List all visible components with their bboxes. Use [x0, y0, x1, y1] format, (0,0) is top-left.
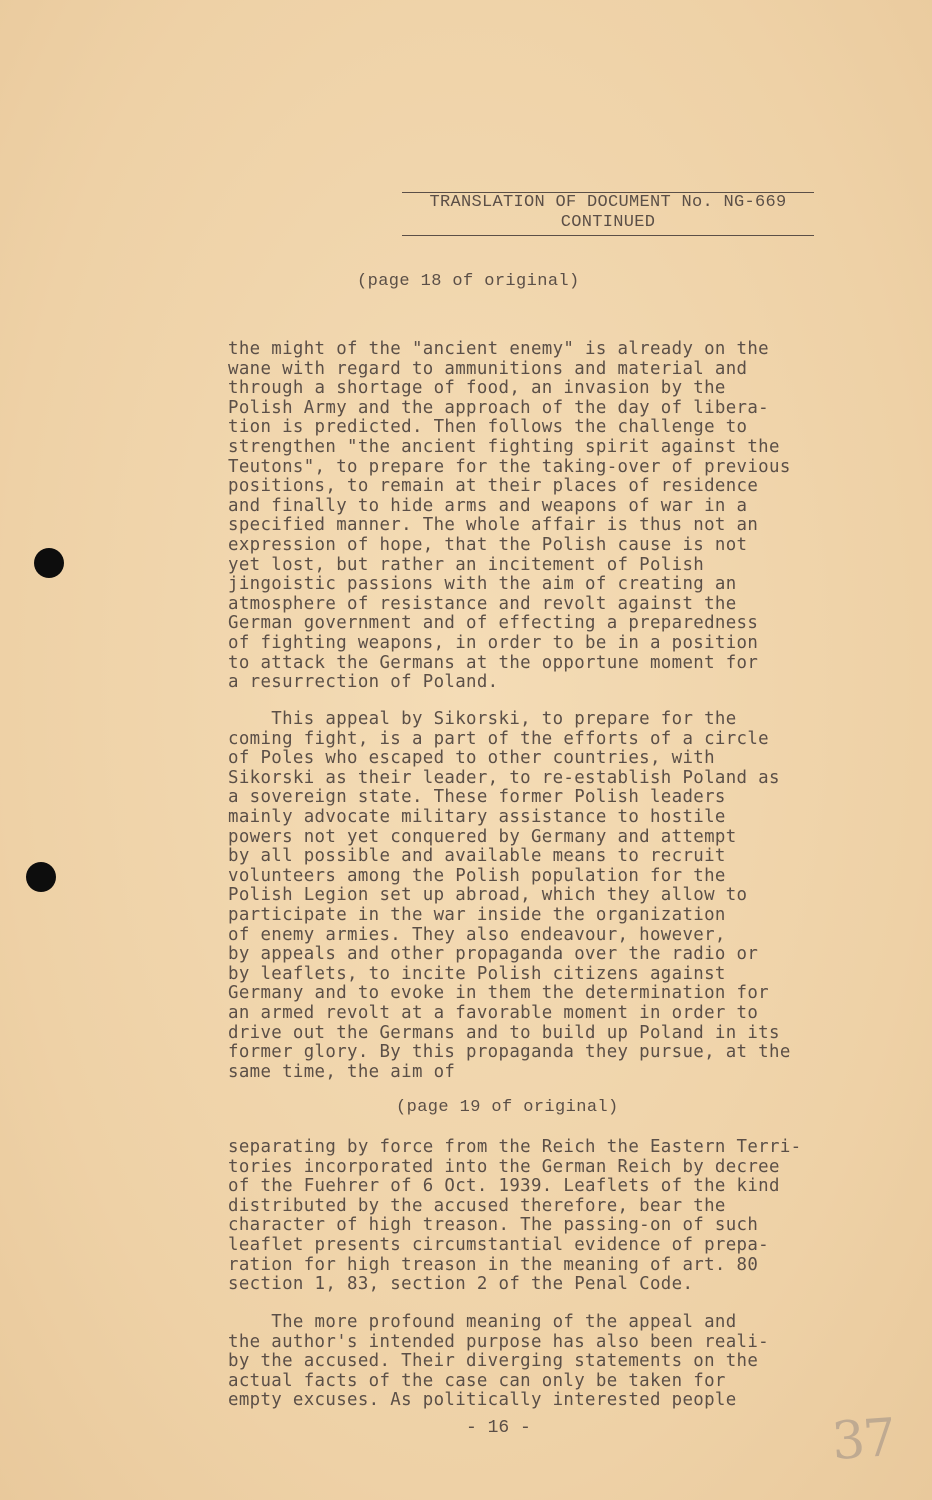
paragraph-2: This appeal by Sikorski, to prepare for the coming fight, is a part of the efforts of a circle of Poles who escaped to other countries, with Sikorski as their leader, to re-establish Poland as a sovereign state. These former Polish leaders mainly advocate military assistance to hostile powers not yet conquered by Germany and attempt by all possible and available means to recruit volunteers among the Polish population for the Polish Legion set up abroad, which they allow to participate in the war inside the organization of enemy armies. They also endeavour, however, by appeals and other propaganda over the radio or by leaflets, to incite Polish citizens against Germany and to evoke in them the determination for an armed revolt at a favorable moment in order to drive out the Germans and to build up Poland in its former glory. By this propaganda they pursue, at the same time, the aim of — [228, 709, 791, 1082]
punch-hole-bottom — [26, 862, 56, 892]
document-header — [402, 192, 814, 236]
page-number: - 16 - — [466, 1418, 531, 1438]
paragraph-3: separating by force from the Reich the Eastern Terri- tories incorporated into the German Reich by decree of the Fuehrer of 6 Oct. 1939. Leaflets of the kind distributed by the accused therefore, bear the character of high treason. The passing-on of such leaflet presents circumstantial evidence of prepa- ration for high treason in the meaning of art. 80 section 1, 83, section 2 of the Penal Code. — [228, 1137, 802, 1295]
original-page-marker-18: (page 18 of original) — [357, 272, 580, 291]
original-page-marker-19: (page 19 of original) — [396, 1098, 619, 1117]
paragraph-4: The more profound meaning of the appeal and the author's intended purpose has also been reali- by the accused. Their diverging statements on the actual facts of the case can only be taken for empty excuses. As politically interested people — [228, 1312, 770, 1411]
header-subtitle: CONTINUED — [402, 213, 814, 236]
punch-hole-top — [34, 548, 64, 578]
paragraph-1: the might of the "ancient enemy" is already on the wane with regard to ammunitions and material and through a shortage of food, an invasion by the Polish Army and the approach of the day of libera- tion is predicted. Then follows the challenge to strengthen "the ancient fighting spirit against the Teutons", to prepare for the taking-over of previous positions, to remain at their places of residence and finally to hide arms and weapons of war in a specified manner. The whole affair is thus not an expression of hope, that the Polish cause is not yet lost, but rather an incitement of Polish jingoistic passions with the aim of creating an atmosphere of resistance and revolt against the German government and of effecting a preparedness of fighting weapons, in order to be in a position to attack the Germans at the opportune moment for a resurrection of Poland. — [228, 339, 791, 693]
header-title: TRANSLATION OF DOCUMENT No. NG-669 — [402, 192, 814, 213]
handwritten-page-number: 37 — [829, 1407, 897, 1473]
